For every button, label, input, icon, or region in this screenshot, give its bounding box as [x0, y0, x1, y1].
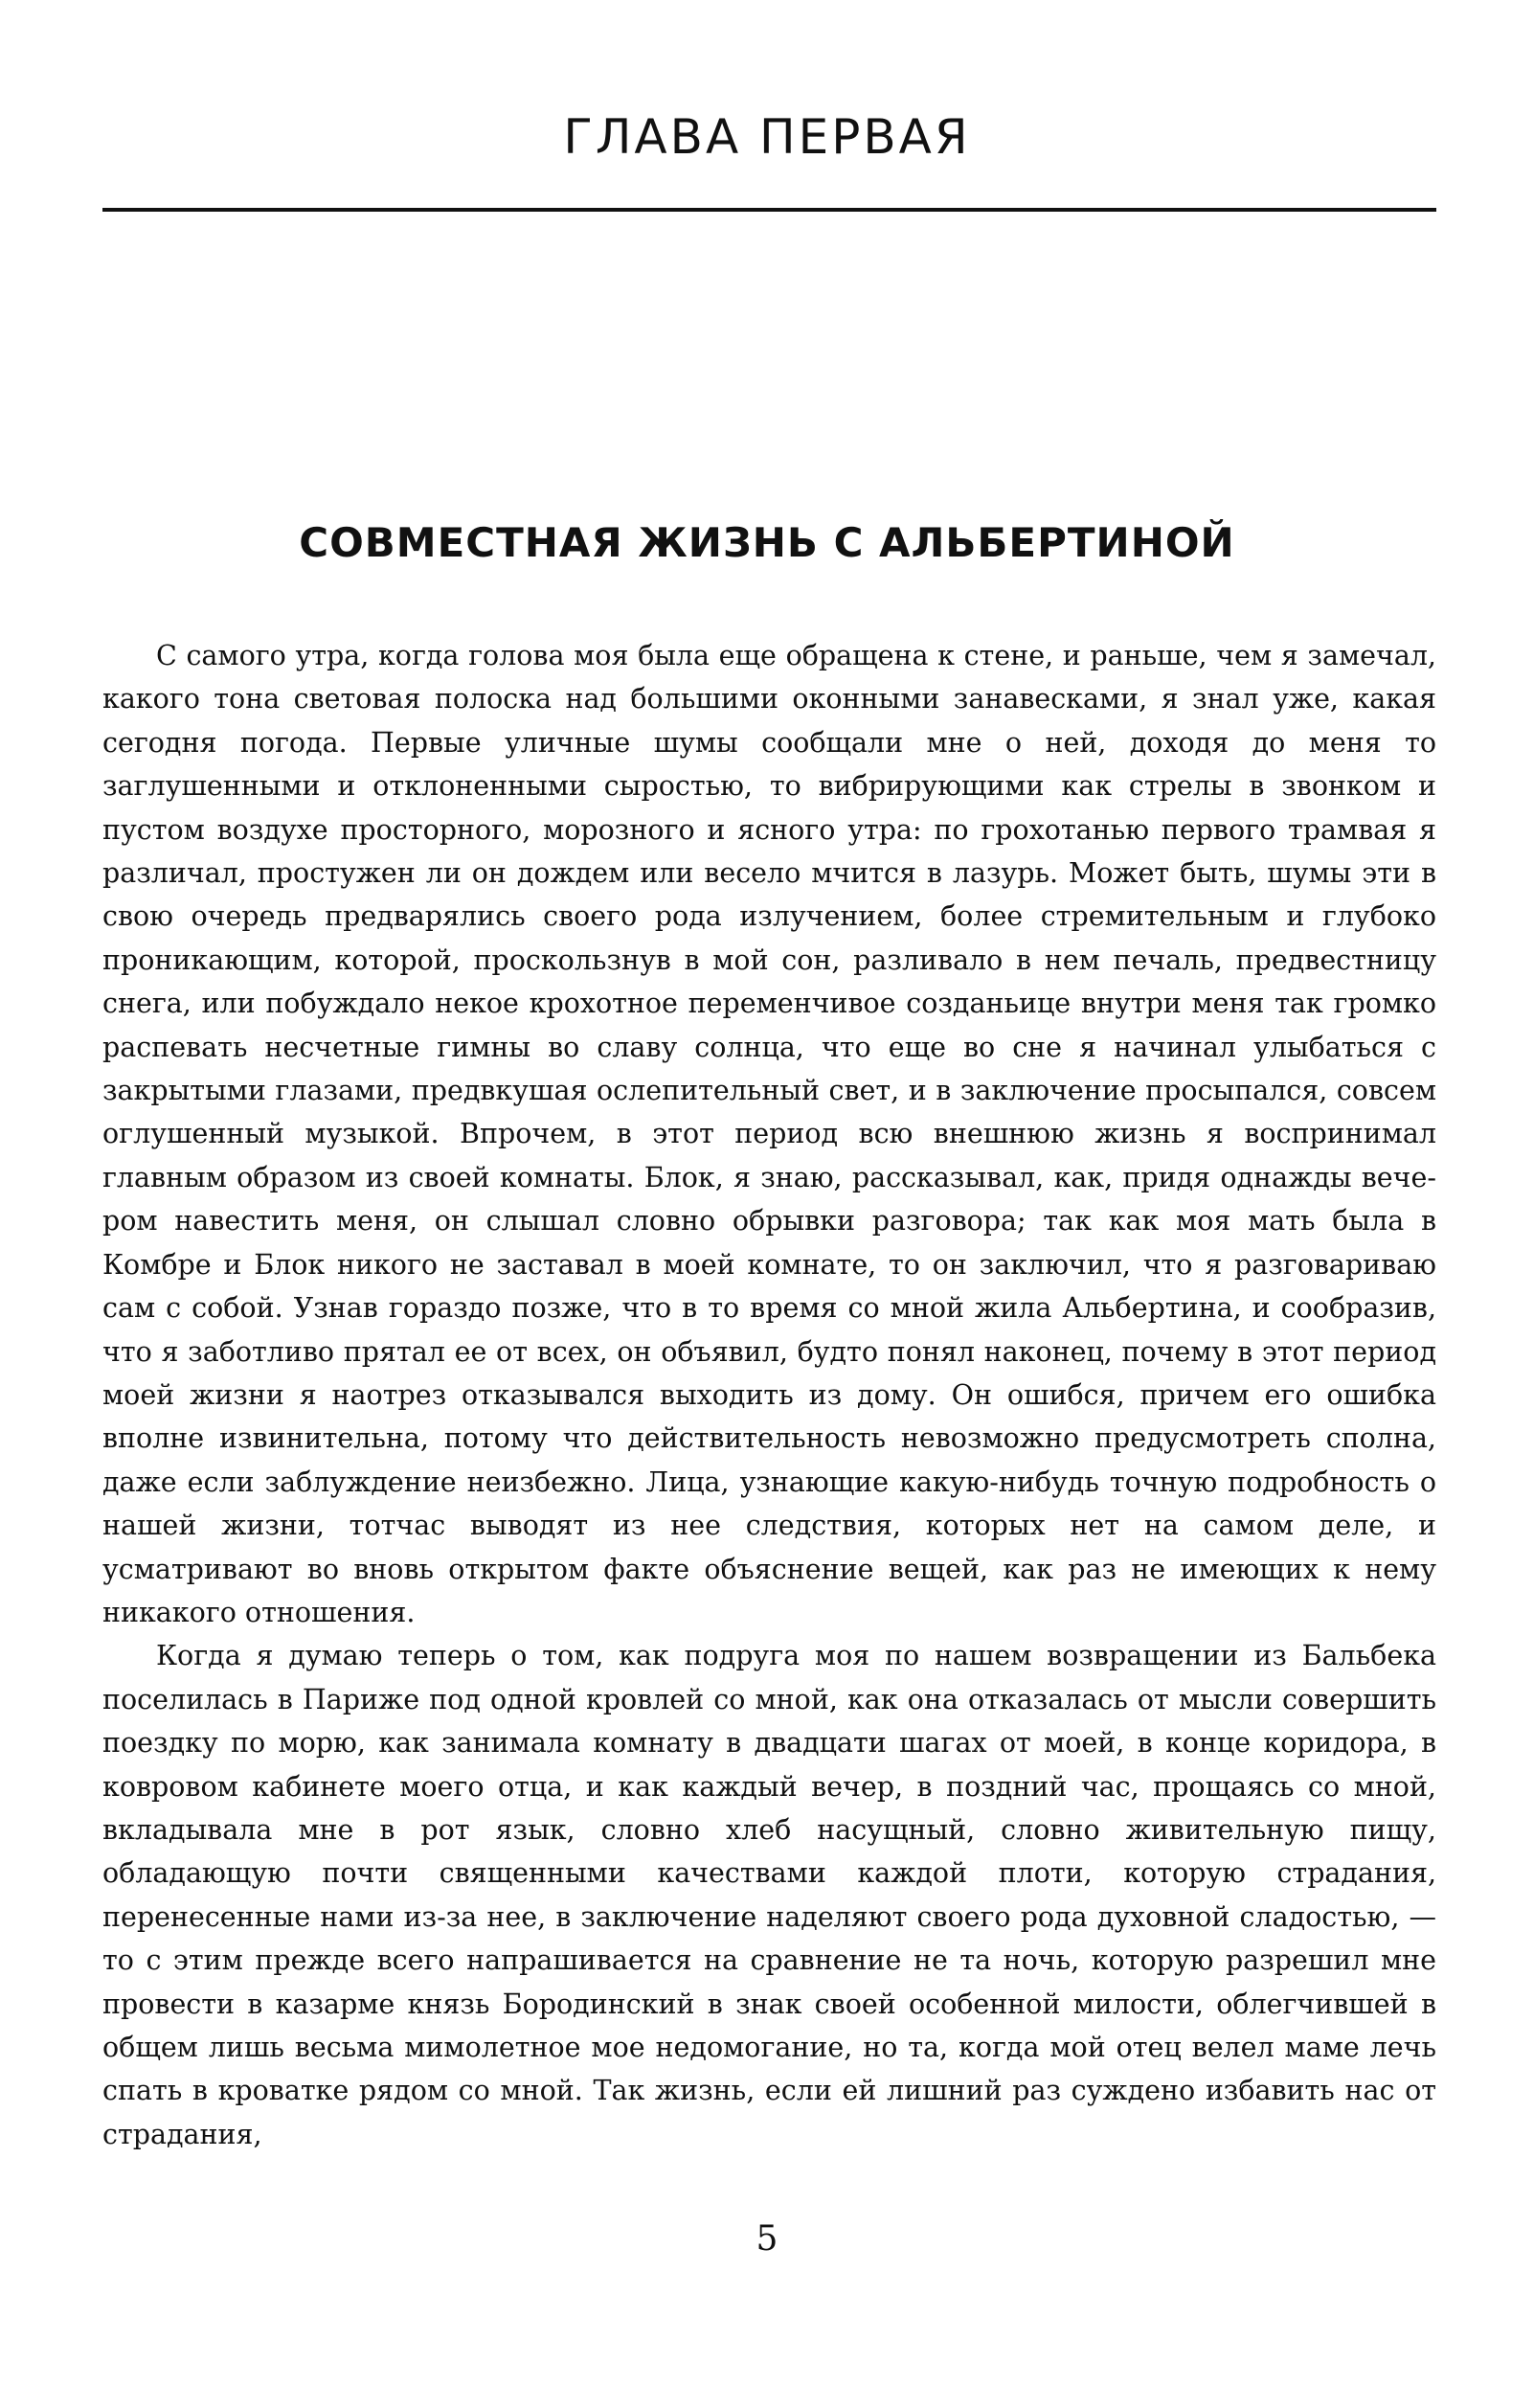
- chapter-rule: [102, 208, 1436, 212]
- paragraph: С самого утра, когда голова моя была еще обращена к стене, и раньше, чем я замечал, какого тона световая полоска над большими оконными занавесками, я знал уже, какая сегодня погода. Первые уличные шумы сообщали мне о ней, доходя до меня то заглушенными и отклоненными сыростью, то вибрирующими как стрелы в звонком и пустом воздухе просторного, морозного и ясного утра: по грохотанью первого трамвая я различал, простужен ли он дождем или весело мчится в лазурь. Может быть, шумы эти в свою очередь предварялись своего рода излучением, более стремительным и глубоко проникающим, которой, проскользнув в мой сон, разливало в нем печаль, предвестницу снега, или побуждало некое крохотное переменчивое созданьице внутри меня так громко распевать несчетные гимны во славу солнца, что еще во сне я начинал улыбаться с закрытыми глазами, предвкушая ослепительный свет, и в заключение просыпался, совсем оглушенный музыкой. Впрочем, в этот период всю внешнюю жизнь я воспринимал главным образом из своей комнаты. Блок, я знаю, рассказывал, как, придя однажды вечером навестить меня, он слышал словно обрывки разговора; так как моя мать была в Комбре и Блок никого не заставал в моей комнате, то он заключил, что я разговариваю сам с собой. Узнав гораздо позже, что в то время со мной жила Альбертина, и сообразив, что я заботливо прятал ее от всех, он объявил, будто понял наконец, почему в этот период моей жизни я наотрез отказывался выходить из дому. Он ошибся, причем его ошибка вполне извинительна, потому что действительность невозможно предусмотреть сполна, даже если заблуждение неизбежно. Лица, узнающие какую-нибудь точную подробность о нашей жизни, тотчас выводят из нее следствия, которых нет на самом деле, и усматривают во вновь открытом факте объяснение вещей, как раз не имеющих к нему никакого отношения.: [102, 640, 1436, 1628]
- paragraph: Когда я думаю теперь о том, как подруга моя по нашем возвращении из Бальбека поселилась в Париже под одной кровлей со мной, как она отказалась от мысли совершить поездку по морю, как занимала комнату в двадцати шагах от моей, в конце коридора, в ковровом кабинете моего отца, и как каждый вечер, в поздний час, прощаясь со мной, вкладывала мне в рот язык, словно хлеб насущный, словно живительную пищу, обладающую почти священными качествами каждой плоти, которую страдания, перенесенные нами из-за нее, в заключение наделяют своего рода духовной сладостью, — то с этим прежде всего напрашивается на сравнение не та ночь, которую разрешил мне провести в казарме князь Бородинский в знак своей особенной милости, облегчившей в общем лишь весьма мимолетное мое недомогание, но та, когда мой отец велел маме лечь спать в кроватке рядом со мной. Так жизнь, если ей лишний раз суждено избавить нас от страдания,: [102, 1640, 1436, 2150]
- page-number: 5: [756, 2219, 778, 2259]
- body-text: [102, 634, 1436, 2156]
- section-title: СОВМЕСТНАЯ ЖИЗНЬ С АЛЬБЕРТИНОЙ: [299, 519, 1235, 566]
- chapter-heading: ГЛАВА ПЕРВАЯ: [563, 109, 971, 165]
